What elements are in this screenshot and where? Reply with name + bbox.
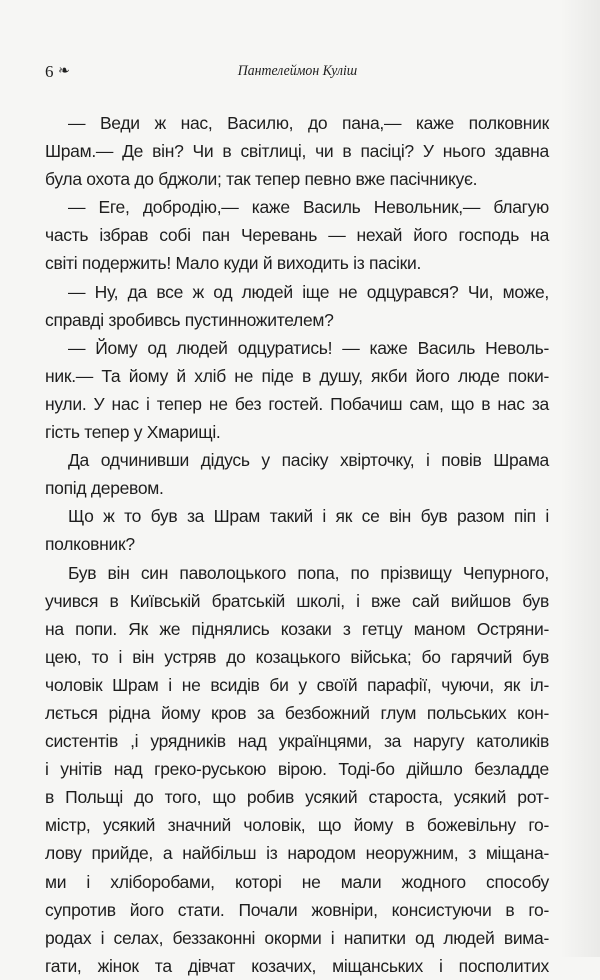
text-line-content: світі подержить! Мало куди й виходить із пасіки. [45,253,422,274]
text-line [45,699,549,727]
text-line-content: лється рідна йому кров за безбожний глум польських кон- [45,702,549,723]
text-line-content: систентів ,і урядників над українцями, за наругу католиків [45,731,549,752]
text-line [45,249,549,277]
page-edge-shadow [560,0,600,957]
text-line [45,334,549,362]
paragraph [45,446,549,502]
text-line-content: в Польщі до того, що робив усякий староста, усякий рот- [45,787,549,808]
text-line-content: полковник? [45,534,135,555]
text-line [45,418,549,446]
text-line-content: нули. У нас і тепер не без гостей. Побачиш сам, що в нас за [45,393,549,414]
text-line-content: — Ну, да все ж од людей іще не одцурався? Чи, може, [68,281,549,302]
text-line-content: гати, жінок та дівчат козачих, міщанських і посполитих [45,955,549,976]
text-line [45,474,549,502]
text-line [45,643,549,671]
text-line-content: була охота до бджоли; так тепер певно вже пасічникує. [45,169,478,190]
text-line-content: ми і хліборобами, которі не мали жодного способу [45,871,549,892]
running-header [45,62,550,86]
text-line [45,362,549,390]
text-line-content: чоловік Шрам і не всидів би у своїй парафії, чуючи, як іл- [45,674,549,695]
text-line-content: часть ізбрав собі пан Черевань — нехай його господь на [45,225,549,246]
paragraph [45,109,549,193]
ornament-icon: ❧ [58,63,70,79]
paragraph [45,278,549,334]
page-body [45,109,549,980]
text-line [45,221,549,249]
text-line [45,390,549,418]
text-line [45,137,549,165]
text-line-content: ник.— Та йому й хліб не піде в душу, якби його люде поки- [45,365,549,386]
text-line [45,446,549,474]
text-line [45,502,549,530]
text-line [45,306,549,334]
text-line [45,783,549,811]
text-line-content: Шрам.— Де він? Чи в світлиці, чи в пасіці? У нього здавна [45,141,549,162]
text-line [45,615,549,643]
text-line [45,868,549,896]
text-line-content: — Веди ж нас, Василю, до пана,— каже полковник [68,113,549,133]
text-line [45,755,549,783]
page-number: 6 [45,62,54,81]
text-line-content: містр, усякий значний чоловік, що йому в божевільну го- [45,815,549,836]
text-line [45,924,549,952]
text-line [45,530,549,558]
paragraph [45,559,549,980]
text-line-content: — Еге, добродію,— каже Василь Невольник,— благую [68,197,549,218]
text-line-content: родах і селах, беззаконні окорми і напитки од людей вима- [45,927,549,948]
text-line-content: на попи. Як же піднялись козаки з гетцу маном Остряни- [45,618,549,639]
text-line-content: учився в Київській братській школі, і вже сай вийшов був [45,590,549,611]
paragraph [45,502,549,558]
text-line-content: Да одчинивши дідусь у пасіку хвірточку, і повів Шрама [68,450,549,471]
text-line [45,896,549,924]
text-line [45,587,549,615]
text-line [45,278,549,306]
running-title: Пантелеймон Куліш [237,63,358,79]
text-line [45,193,549,221]
text-line-content: — Йому од людей одцуратись! — каже Василь Неволь- [68,337,549,358]
text-line [45,165,549,193]
text-line-content: Що ж то був за Шрам такий і як се він був разом піп і [68,506,549,527]
text-line-content: Був він син паволоцького попа, по прізвищу Чепурного, [68,562,549,583]
text-line-content: попід деревом. [45,478,164,499]
text-line [45,671,549,699]
text-line [45,811,549,839]
text-line-content: лову прийде, а найбільш із народом неоружним, з міщана- [45,843,549,864]
text-line [45,839,549,867]
text-line [45,559,549,587]
text-line-content: і унітів над греко-руською вірою. Тоді-бо дійшло безладде [45,759,549,780]
text-line [45,727,549,755]
paragraph [45,193,549,277]
text-line-content: справді зробивсь пустинножителем? [45,309,334,330]
text-line-content: цею, то і він устряв до козацького війська; бо гарячий був [45,646,549,667]
text-line-content: гість тепер у Хмарищі. [45,422,221,443]
text-line [45,952,549,980]
text-line [45,109,549,137]
text-line-content: супротив його стати. Почали жовніри, консистуючи в го- [45,899,549,920]
paragraph [45,334,549,446]
